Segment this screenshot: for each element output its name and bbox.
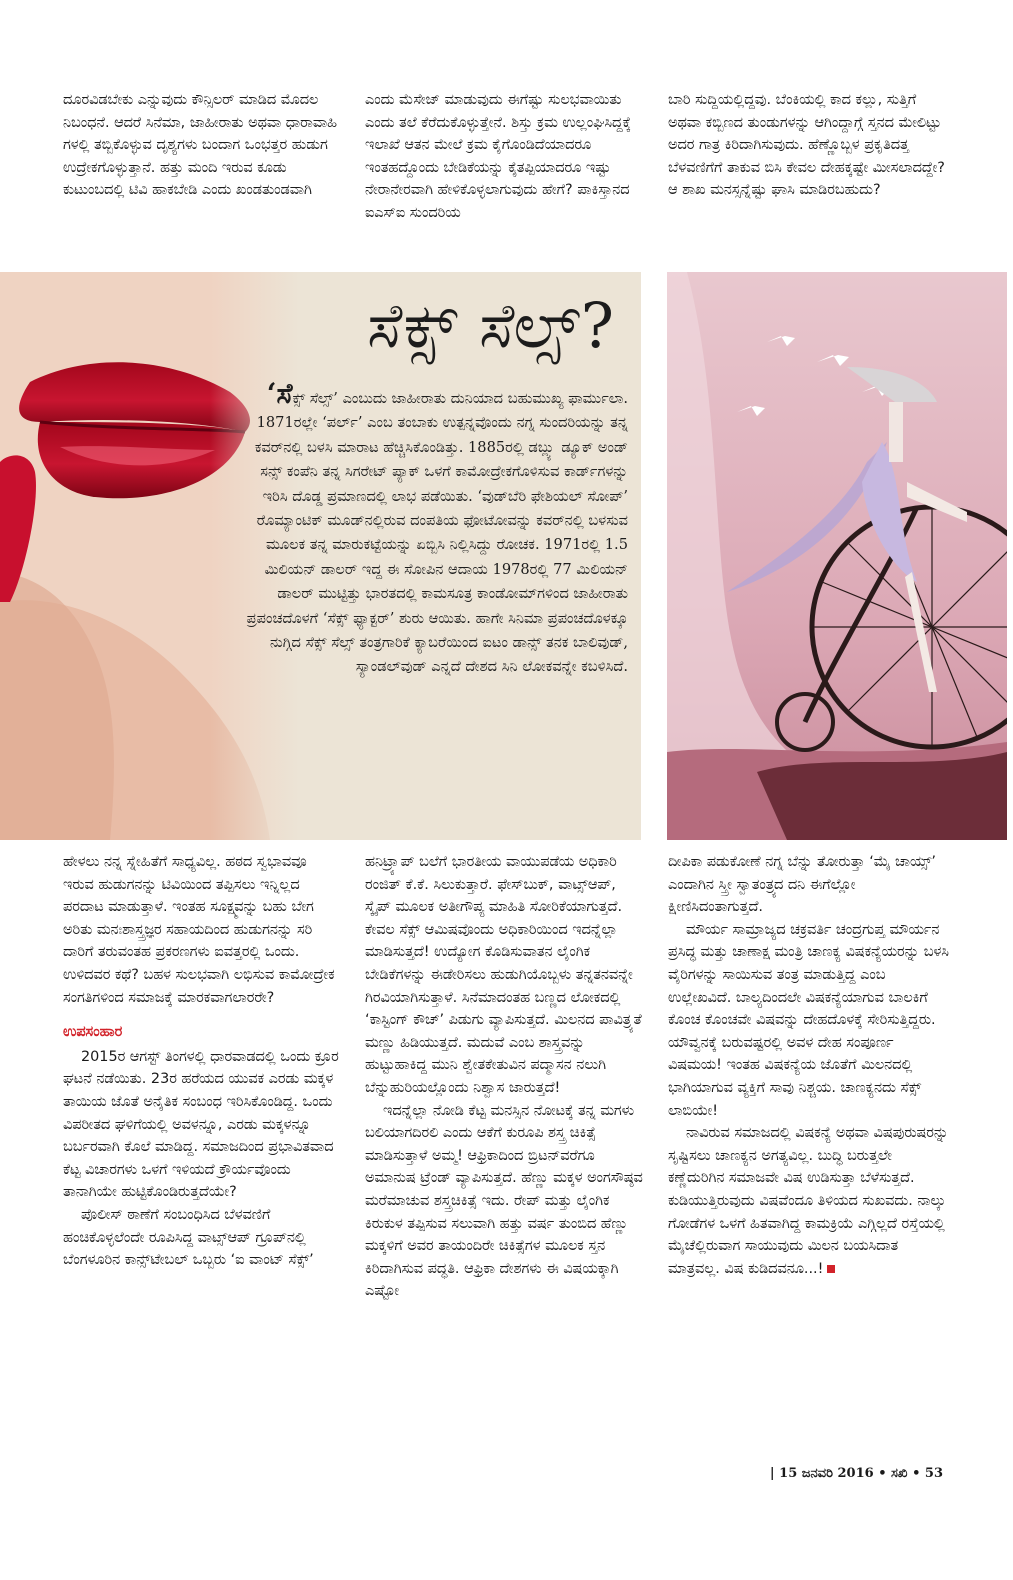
paragraph: ಮೌರ್ಯ ಸಾಮ್ರಾಜ್ಯದ ಚಕ್ರವರ್ತಿ ಚಂದ್ರಗುಪ್ತ ಮೌರ್ಯನ ಪ್ರಸಿದ್ಧ ಮತ್ತು ಚಾಣಾಕ್ಷ ಮಂತ್ರಿ ಚಾಣಕ್ಯ ವಿಷಕನ್ಯೆಯರನ್ನು ಬಳಸಿ ವೈರಿಗಳನ್ನು ಸಾಯಿಸುವ ತಂತ್ರ ಮಾಡುತ್ತಿದ್ದ ಎಂಬ ಉಲ್ಲೇಖವಿದೆ. ಬಾಲ್ಯದಿಂದಲೇ ವಿಷಕನ್ಯೆಯಾಗುವ ಬಾಲಕಿಗೆ ಕೊಂಚ ಕೊಂಚವೇ ವಿಷವನ್ನು ದೇಹದೊಳಕ್ಕೆ ಸೇರಿಸುತ್ತಿದ್ದರು. ಯೌವ್ವನಕ್ಕೆ ಬರುವಷ್ಟರಲ್ಲಿ ಅವಳ ದೇಹ ಸಂಪೂರ್ಣ ವಿಷಮಯ! ಇಂತಹ ವಿಷಕನ್ಯೆಯ ಜೊತೆಗೆ ಮಿಲನದಲ್ಲಿ ಭಾಗಿಯಾಗುವ ವ್ಯಕ್ತಿಗೆ ಸಾವು ನಿಶ್ಚಯ. ಚಾಣಕ್ಯನದು ಸೆಕ್ಸ್ ಲಾಬಿಯೇ! <box>668 921 949 1119</box>
bottom-column-3 <box>668 851 950 1280</box>
paragraph: ಪೊಲೀಸ್ ಠಾಣೆಗೆ ಸಂಬಂಧಿಸಿದ ಬೆಳವಣಿಗೆ ಹಂಚಿಕೊಳ್ಳಲೆಂದೇ ರೂಪಿಸಿದ್ದ ವಾಟ್ಸ್‌ಆಪ್ ಗ್ರೂಪ್‌ನಲ್ಲಿ ಬೆಂಗಳೂರಿನ ಕಾನ್ಸ್‌ಟೇಬಲ್ ಒಬ್ಬರು ‘ಐ ವಾಂಟ್ ಸೆಕ್ಸ್’ <box>63 1206 314 1269</box>
page-footer <box>768 1466 943 1481</box>
paragraph: ಎಂದು ಮೆಸೇಜ್ ಮಾಡುವುದು ಈಗೆಷ್ಟು ಸುಲಭವಾಯಿತು ಎಂದು ತಲೆ ಕೆರೆದುಕೊಳ್ಳುತ್ತೇನೆ. ಶಿಸ್ತು ಕ್ರಮ ಉಲ್ಲಂಘಿಸಿದ್ದಕ್ಕೆ ಇಲಾಖೆ ಆತನ ಮೇಲೆ ಕ್ರಮ ಕೈಗೊಂಡಿದೆಯಾದರೂ ಇಂತಹದ್ದೊಂದು ಬೇಡಿಕೆಯನ್ನು ಕೈತಪ್ಪಿಯಾದರೂ ಇಷ್ಟು ನೇರಾನೇರವಾಗಿ ಹೇಳಿಕೊಳ್ಳಲಾಗುವುದು ಹೇಗೆ? ಪಾಕಿಸ್ತಾನದ ಐಎಸ್ಐ ಸುಂದರಿಯ <box>365 92 632 221</box>
paragraph: ಹೇಳಲು ನನ್ನ ಸ್ನೇಹಿತೆಗೆ ಸಾಧ್ಯವಿಲ್ಲ. ಹಠದ ಸ್ವಭಾವವೂ ಇರುವ ಹುಡುಗನನ್ನು ಟಿವಿಯಿಂದ ತಪ್ಪಿಸಲು ಇನ್ನಿಲ್ಲದ ಪರದಾಟ ಮಾಡುತ್ತಾಳೆ. ಇಂತಹ ಸೂಕ್ಷ್ಮವನ್ನು ಬಹು ಬೇಗ ಅರಿತು ಮನಃಶಾಸ್ತ್ರಜ್ಞರ ಸಹಾಯದಿಂದ ಹುಡುಗನನ್ನು ಸರಿ ದಾರಿಗೆ ತರುವಂತಹ ಪ್ರಕರಣಗಳು ಐವತ್ತರಲ್ಲಿ ಒಂದು. ಉಳಿದವರ ಕಥೆ? ಬಹಳ ಸುಲಭವಾಗಿ ಲಭಿಸುವ ಕಾಮೋದ್ರೇಕ ಸಂಗತಿಗಳಿಂದ ಸಮಾಜಕ್ಕೆ ಮಾರಕವಾಗಲಾರರೇ? <box>63 854 335 1006</box>
footer-bullet-icon: • <box>878 1466 892 1481</box>
bottom-column-1 <box>63 851 341 1272</box>
top-column-1 <box>63 89 341 202</box>
end-mark-icon <box>827 1265 835 1273</box>
section-subhead: ಉಪಸಂಹಾರ <box>63 1024 123 1041</box>
feature-box <box>0 272 641 840</box>
paragraph: ಬಾರಿ ಸುದ್ದಿಯಲ್ಲಿದ್ದವು. ಬೆಂಕಿಯಲ್ಲಿ ಕಾದ ಕಲ್ಲು, ಸುತ್ತಿಗೆ ಅಥವಾ ಕಬ್ಬಿಣದ ತುಂಡುಗಳನ್ನು ಆಗಿಂದ್ದಾಗ್ಗೆ ಸ್ತನದ ಮೇಲಿಟ್ಟು ಅದರ ಗಾತ್ರ ಕಿರಿದಾಗಿಸುವುದು. ಹೆಣ್ಣೊಬ್ಬಳ ಪ್ರಕೃತಿದತ್ತ ಬೆಳವಣಿಗೆಗೆ ತಾಕುವ ಬಿಸಿ ಕೇವಲ ದೇಹಕ್ಕಷ್ಟೇ ಮೀಸಲಾದದ್ದೇ? ಆ ಶಾಖ ಮನಸ್ಸನ್ನೆಷ್ಟು ಘಾಸಿ ಮಾಡಿರಬಹುದು? <box>668 92 945 199</box>
paragraph <box>668 1122 950 1280</box>
penny-farthing-photo <box>667 272 1007 840</box>
bottom-column-2 <box>365 851 643 1303</box>
paragraph-text: ನಾವಿರುವ ಸಮಾಜದಲ್ಲಿ ವಿಷಕನ್ಯೆ ಅಥವಾ ವಿಷಪುರುಷರನ್ನು ಸೃಷ್ಟಿಸಲು ಚಾಣಕ್ಯನ ಅಗತ್ಯವಿಲ್ಲ. ಬುದ್ಧಿ ಬರುತ್ತಲೇ ಕಣ್ಣೆದುರಿಗಿನ ಸಮಾಜವೇ ವಿಷ ಉಡಿಸುತ್ತಾ ಬೆಳೆಸುತ್ತದೆ. ಕುಡಿಯುತ್ತಿರುವುದು ವಿಷವೆಂದೂ ತಿಳಿಯದ ಸುಖವದು. ನಾಲ್ಕು ಗೋಡೆಗಳ ಒಳಗೆ ಹಿತವಾಗಿದ್ದ ಕಾಮಕ್ರಿಯೆ ಎಗ್ಗಿಲ್ಲದೆ ರಸ್ತೆಯಲ್ಲಿ ಮೈಚೆಲ್ಲಿರುವಾಗ ಸಾಯುವುದು ಮಿಲನ ಬಯಸಿದಾತ ಮಾತ್ರವಲ್ಲ. ವಿಷ ಕುಡಿದವನೂ...! <box>668 1125 949 1277</box>
headline: ಸೆಕ್ಸ್ ಸೆಲ್ಸ್? <box>367 289 615 362</box>
paragraph: ಇದನ್ನೆಲ್ಲಾ ನೋಡಿ ಕೆಟ್ಟ ಮನಸ್ಸಿನ ನೋಟಕ್ಕೆ ತನ್ನ ಮಗಳು ಬಲಿಯಾಗದಿರಲಿ ಎಂದು ಆಕೆಗೆ ಕುರೂಪಿ ಶಸ್ತ್ರ ಚಿಕಿತ್ಸೆ ಮಾಡಿಸುತ್ತಾಳೆ ಅಮ್ಮ! ಆಫ್ರಿಕಾದಿಂದ ಬ್ರಿಟನ್‌ವರೆಗೂ ಅಮಾನುಷ ಟ್ರೆಂಡ್ ವ್ಯಾಪಿಸುತ್ತದೆ. ಹೆಣ್ಣು ಮಕ್ಕಳ ಅಂಗಸೌಷ್ಠವ ಮರೆಮಾಚುವ ಶಸ್ತ್ರಚಿಕಿತ್ಸೆ ಇದು. ರೇಪ್ ಮತ್ತು ಲೈಂಗಿಕ ಕಿರುಕುಳ ತಪ್ಪಿಸುವ ಸಲುವಾಗಿ ಹತ್ತು ವರ್ಷ ತುಂಬಿದ ಹೆಣ್ಣು ಮಕ್ಕಳಿಗೆ ಅವರ ತಾಯಂದಿರೇ ಚಿಕಿತ್ಸೆಗಳ ಮೂಲಕ ಸ್ತನ ಕಿರಿದಾಗಿಸುವ ಪದ್ಧತಿ. ಆಫ್ರಿಕಾ ದೇಶಗಳು ಈ ವಿಷಯಕ್ಕಾಗಿ ಎಷ್ಟೋ <box>365 1102 643 1300</box>
issue-date: 15 ಜನವರಿ 2016 <box>779 1466 874 1481</box>
feature-text: ಕ್ಸ್ ಸೆಲ್ಸ್’ ಎಂಬುದು ಜಾಹೀರಾತು ದುನಿಯಾದ ಬಹುಮುಖ್ಯ ಫಾರ್ಮುಲಾ. 1871ರಲ್ಲೇ ‘ಪರ್ಲ್’ ಎಂಬ ತಂಬಾಕು ಉತ್ಪನ್ನವೊಂದು ನಗ್ನ ಸುಂದರಿಯನ್ನು ತನ್ನ ಕವರ್‌ನಲ್ಲಿ ಬಳಸಿ ಮಾರಾಟ ಹೆಚ್ಚಿಸಿಕೊಂಡಿತ್ತು. 1885ರಲ್ಲಿ ಡಬ್ಲ್ಯು ಡ್ಯೂಕ್ ಅಂಡ್ ಸನ್ಸ್ ಕಂಪೆನಿ ತನ್ನ ಸಿಗರೇಟ್ ಪ್ಯಾಕ್ ಒಳಗೆ ಕಾಮೋದ್ರೇಕಗೊಳಿಸುವ ಕಾರ್ಡ್‌ಗಳನ್ನು ಇರಿಸಿ ದೊಡ್ಡ ಪ್ರಮಾಣದಲ್ಲಿ ಲಾಭ ಪಡೆಯಿತು. ‘ವುಡ್‌ಬೆರಿ ಫೇಶಿಯಲ್ ಸೋಪ್’ ರೊಮ್ಯಾಂಟಿಕ್ ಮೂಡ್‌ನಲ್ಲಿರುವ ದಂಪತಿಯ ಫೋಟೋವನ್ನು ಕವರ್‌ನಲ್ಲಿ ಬಳಸುವ ಮೂಲಕ ತನ್ನ ಮಾರುಕಟ್ಟೆಯನ್ನು ಏಬ್ಬಿಸಿ ನಿಲ್ಲಿಸಿದ್ದು ರೋಚಕ. 1971ರಲ್ಲಿ 1.5 ಮಿಲಿಯನ್ ಡಾಲರ್ ಇದ್ದ ಈ ಸೋಪಿನ ಆದಾಯ 1978ರಲ್ಲಿ 77 ಮಿಲಿಯನ್ ಡಾಲರ್ ಮುಟ್ಟಿತ್ತು ಭಾರತದಲ್ಲಿ ಕಾಮಸೂತ್ರ ಕಾಂಡೋಮ್‌ಗಳಿಂದ ಜಾಹೀರಾತು ಪ್ರಪಂಚದೊಳಗೆ ‘ಸೆಕ್ಸ್ ಫ್ಯಾಕ್ಟರ್’ ಶುರು ಆಯಿತು. ಹಾಗೇ ಸಿನಿಮಾ ಪ್ರಪಂಚದೊಳಕ್ಕೂ ನುಗ್ಗಿದ ಸೆಕ್ಸ್ ಸೆಲ್ಸ್ ತಂತ್ರಗಾರಿಕೆ ಕ್ಯಾಬರೆಯಿಂದ ಐಟಂ ಡಾನ್ಸ್ ತನಕ ಬಾಲಿವುಡ್, ಸ್ಯಾಂಡಲ್‌ವುಡ್ ಎನ್ನದೆ ದೇಶದ ಸಿನಿ ಲೋಕವನ್ನೇ ಕಬಳಿಸಿದೆ. <box>246 390 628 676</box>
footer-separator: | <box>769 1466 780 1481</box>
paragraph: ದೀಪಿಕಾ ಪಡುಕೋಣೆ ನಗ್ನ ಬೆನ್ನು ತೋರುತ್ತಾ ‘ಮೈ ಚಾಯ್ಸ್’ ಎಂದಾಗಿನ ಸ್ತ್ರೀ ಸ್ವಾತಂತ್ರ್ಯದ ದನಿ ಈಗೆಲ್ಲೋ ಕ್ಷೀಣಿಸಿದಂತಾಗುತ್ತದೆ. <box>668 854 936 916</box>
feature-body <box>232 377 628 680</box>
top-column-2 <box>365 89 643 225</box>
page-number: 53 <box>924 1466 943 1481</box>
top-column-3 <box>668 89 950 202</box>
paragraph: ದೂರವಿಡಬೇಕು ಎನ್ನುವುದು ಕೌನ್ಸಿಲರ್ ಮಾಡಿದ ಮೊದಲ ನಿಬಂಧನೆ. ಆದರೆ ಸಿನೆಮಾ, ಜಾಹೀರಾತು ಅಥವಾ ಧಾರಾವಾಹಿ ಗಳಲ್ಲಿ ತಬ್ಬಿಕೊಳ್ಳುವ ದೃಶ್ಯಗಳು ಬಂದಾಗ ಒಂಭತ್ತರ ಹುಡುಗ ಉದ್ರೇಕಗೊಳ್ಳುತ್ತಾನೆ. ಹತ್ತು ಮಂದಿ ಇರುವ ಕೂಡು ಕುಟುಂಬದಲ್ಲಿ ಟಿವಿ ಹಾಕಬೇಡಿ ಎಂದು ಖಂಡತುಂಡವಾಗಿ <box>63 92 338 199</box>
footer-bullet-icon: • <box>912 1466 925 1481</box>
paragraph: 2015ರ ಆಗಸ್ಟ್ ತಿಂಗಳಲ್ಲಿ ಧಾರವಾಡದಲ್ಲಿ ಒಂದು ಕ್ರೂರ ಘಟನೆ ನಡೆಯಿತು. 23ರ ಹರೆಯದ ಯುವಕ ಎರಡು ಮಕ್ಕಳ ತಾಯಿಯ ಜೊತೆ ಅನೈತಿಕ ಸಂಬಂಧ ಇರಿಸಿಕೊಂಡಿದ್ದ. ಒಂದು ವಿಪರೀತದ ಘಳಿಗೆಯಲ್ಲಿ ಅವಳನ್ನೂ, ಎರಡು ಮಕ್ಕಳನ್ನೂ ಬರ್ಬರವಾಗಿ ಕೊಲೆ ಮಾಡಿದ್ದ. ಸಮಾಜದಿಂದ ಪ್ರಭಾವಿತವಾದ ಕೆಟ್ಟ ವಿಚಾರಗಳು ಒಳಗೆ ಇಳಿಯದೆ ಕ್ರೌರ್ಯವೊಂದು ತಾನಾಗಿಯೇ ಹುಟ್ಟಿಕೊಂಡಿರುತ್ತದೆಯೇ? <box>63 1048 339 1201</box>
magazine-name: ಸಖಿ <box>891 1466 908 1481</box>
drop-cap: ‘ಸೆ <box>266 377 293 410</box>
paragraph: ಹನಿಟ್ರ್ಯಾಪ್ ಬಲೆಗೆ ಭಾರತೀಯ ವಾಯುಪಡೆಯ ಅಧಿಕಾರಿ ರಂಜಿತ್ ಕೆ.ಕೆ. ಸಿಲುಕುತ್ತಾರೆ. ಫೇಸ್‌ಬುಕ್, ವಾಟ್ಸ್‌ಆಪ್, ಸ್ಕೈಪ್ ಮೂಲಕ ಅತೀಗೌಪ್ಯ ಮಾಹಿತಿ ಸೋರಿಕೆಯಾಗುತ್ತದೆ. ಕೇವಲ ಸೆಕ್ಸ್ ಆಮಿಷವೊಂದು ಅಧಿಕಾರಿಯಿಂದ ಇದನ್ನೆಲ್ಲಾ ಮಾಡಿಸುತ್ತದೆ! ಉದ್ಯೋಗ ಕೊಡಿಸುವಾತನ ಲೈಂಗಿಕ ಬೇಡಿಕೆಗಳನ್ನು ಈಡೇರಿಸಲು ಹುಡುಗಿಯೊಬ್ಬಳು ತನ್ನತನವನ್ನೇ ಗಿರವಿಯಾಗಿಸುತ್ತಾಳೆ. ಸಿನೆಮಾದಂತಹ ಬಣ್ಣದ ಲೋಕದಲ್ಲಿ ‘ಕಾಸ್ಟಿಂಗ್ ಕೌಚ್’ ಪಿಡುಗು ವ್ಯಾಪಿಸುತ್ತದೆ. ಮಿಲನದ ಪಾವಿತ್ರ್ಯತೆ ಮಣ್ಣು ಹಿಡಿಯುತ್ತದೆ. ಮದುವೆ ಎಂಬ ಶಾಸ್ತ್ರವನ್ನು ಹುಟ್ಟುಹಾಕಿದ್ದ ಮುನಿ ಶ್ವೇತಕೇತುವಿನ ಪದ್ಮಾಸನ ನಲುಗಿ ಬೆನ್ನುಹುರಿಯಲ್ಲೊಂದು ನಿಶ್ವಾಸ ಜಾರುತ್ತದೆ! <box>365 854 642 1096</box>
